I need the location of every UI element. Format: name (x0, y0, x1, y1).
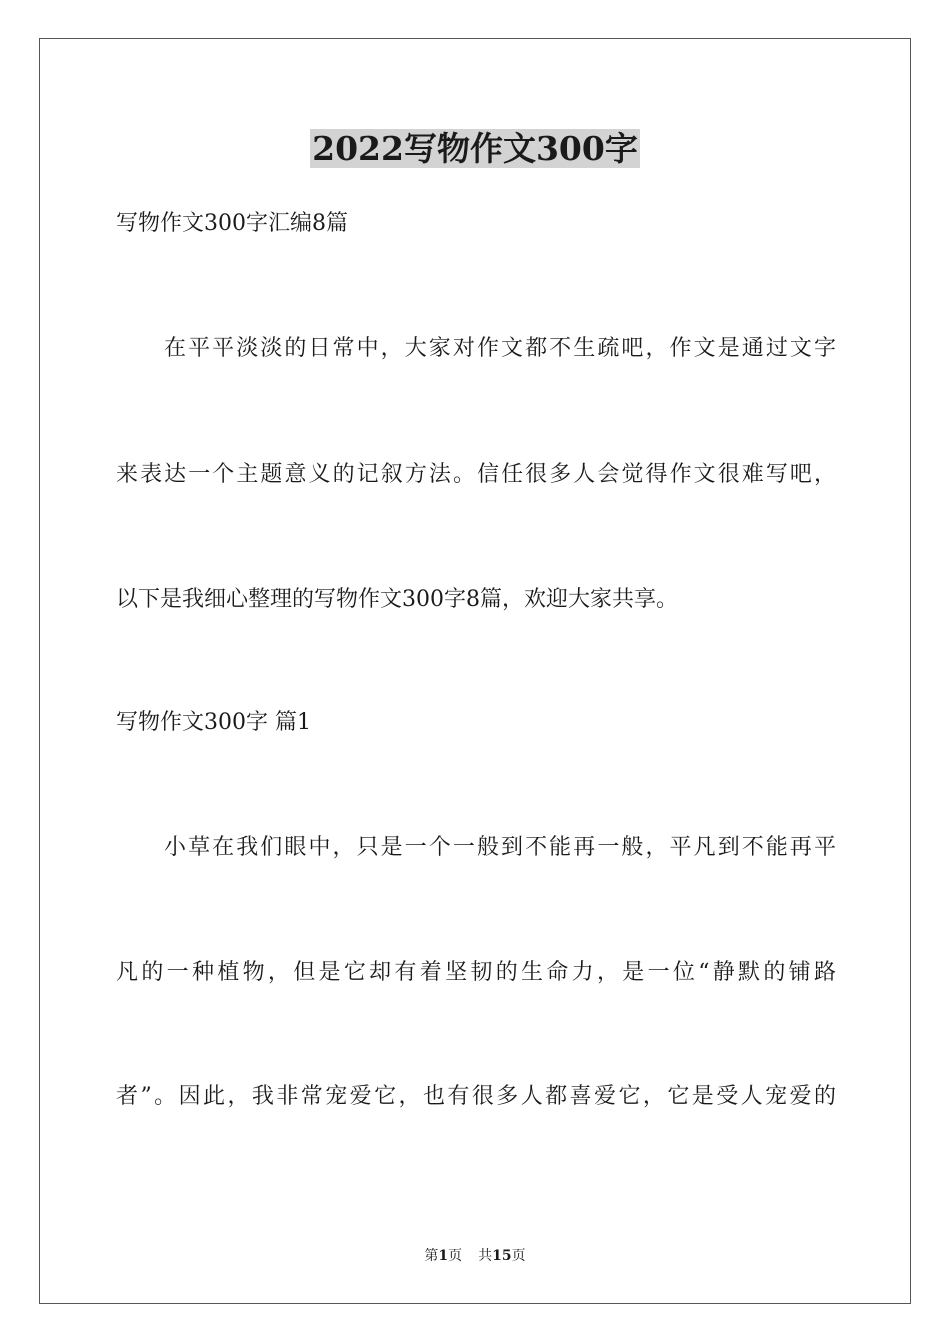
intro-line-3: 以下是我细心整理的写物作文300字8篇，欢迎大家共享。 (116, 587, 678, 612)
footer-page-current: 1 (438, 1248, 449, 1264)
section-line-2: 凡的一种植物，但是它却有着坚韧的生命力，是一位“静默的铺路 (116, 960, 836, 985)
footer-page-unit: 页 (448, 1248, 463, 1264)
section-line-3: 者”。因此，我非常宠爱它，也有很多人都喜爱它，它是受人宠爱的 (116, 1084, 836, 1109)
footer-total-unit: 页 (511, 1248, 526, 1264)
intro-line-2: 来表达一个主题意义的记叙方法。信任很多人会觉得作文很难写吧， (116, 462, 836, 487)
footer-page-total: 15 (492, 1248, 512, 1264)
footer-page-prefix: 第 (424, 1248, 439, 1264)
document-title-text: 2022写物作文300字 (312, 129, 638, 168)
page-footer (0, 1246, 950, 1266)
intro-line-1: 在平平淡淡的日常中，大家对作文都不生疏吧，作文是通过文字 (164, 336, 836, 361)
section-line-1: 小草在我们眼中，只是一个一般到不能再一般，平凡到不能再平 (164, 835, 836, 860)
footer-total-prefix: 共 (478, 1248, 493, 1264)
document-subtitle: 写物作文300字汇编8篇 (116, 211, 348, 236)
section-heading: 写物作文300字 篇1 (116, 710, 311, 735)
document-title (0, 124, 950, 174)
